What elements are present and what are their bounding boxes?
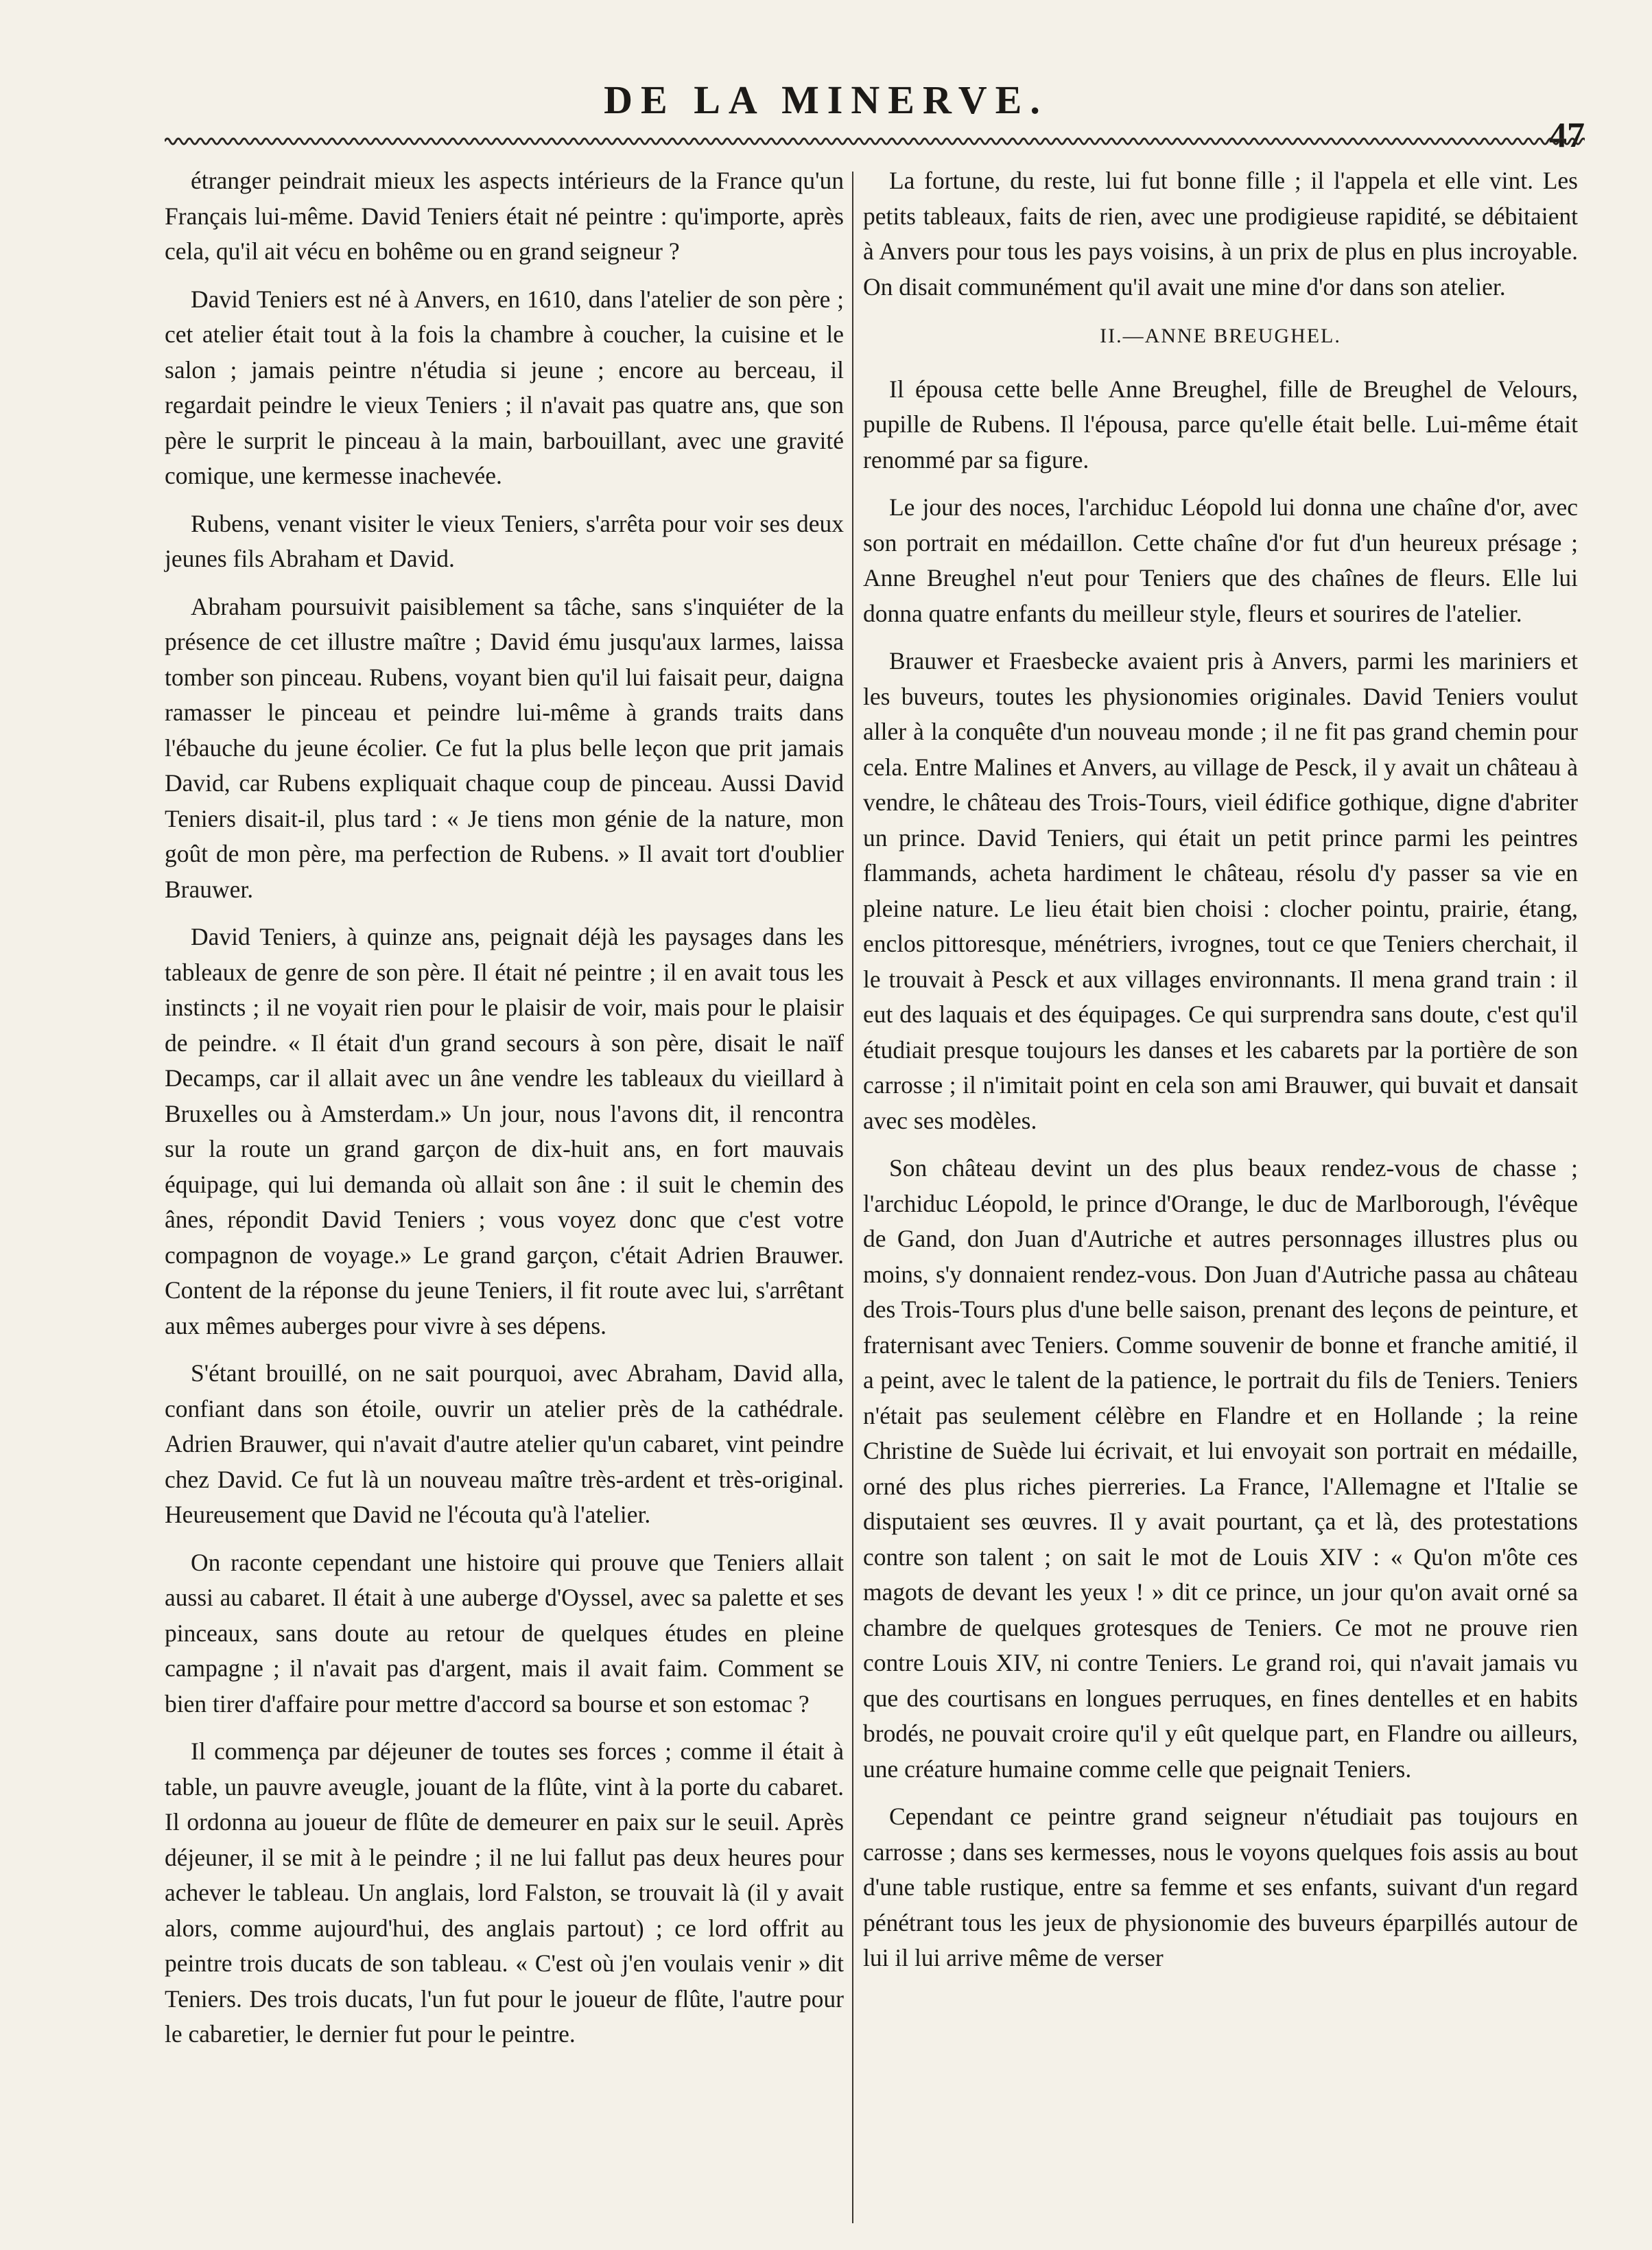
paragraph: S'étant brouillé, on ne sait pourquoi, avec Abraham, David alla, confiant dans son étoile, ouvrir un atelier près de la cathédrale. Adrien Brauwer, qui n'avait d'autre atelier qu'un cabaret, vint peindre chez David. Ce fut là un nouveau maître très-ardent et très-original. Heureusement que David ne l'écouta qu'à l'atelier.	[165, 1359, 844, 1528]
paragraph: Le jour des noces, l'archiduc Léopold lui donna une chaîne d'or, avec son portrait en médaillon. Cette chaîne d'or fut d'un heureux présage ; Anne Breughel n'eut pour Teniers que des chaînes de fleurs. Elle lui donna quatre enfants du meilleur style, fleurs et sourires de l'atelier.	[863, 493, 1578, 627]
paragraph: étranger peindrait mieux les aspects intérieurs de la France qu'un Français lui-même. David Teniers était né peintre : qu'importe, après cela, qu'il ait vécu en bohême ou en grand seigneur ?	[165, 167, 844, 265]
page-header	[0, 0, 1652, 158]
paragraph: Brauwer et Fraesbecke avaient pris à Anvers, parmi les mariniers et les buveurs, toutes les physionomies originales. David Teniers voulut aller à la conquête d'un nouveau monde ; il ne fit pas grand chemin pour cela. Entre Malines et Anvers, au village de Pesck, il y avait un château à vendre, le château des Trois-Tours, vieil édifice gothique, digne d'abriter un prince. David Teniers, qui était un petit prince parmi les peintres flammands, acheta hardiment le château, résolu d'y passer sa vie en pleine nature. Le lieu était bien choisi : clocher pointu, prairie, étang, enclos pittoresque, ménétriers, ivrognes, tout ce que Teniers cherchait, il le trouvait à Pesck et aux villages environnants. Il mena grand train : il eut des laquais et des équipages. Ce qui surprendra sans doute, c'est qu'il étudiait presque toujours les danses et les cabarets par la portière de son carrosse ; il n'imitait point en cela son ami Brauwer, qui buvait et dansait avec ses modèles.	[863, 647, 1578, 1134]
paragraph: Il épousa cette belle Anne Breughel, fille de Breughel de Velours, pupille de Rubens. Il l'épousa, parce qu'elle était belle. Lui-même était renommé par sa figure.	[863, 375, 1578, 473]
paragraph: Rubens, venant visiter le vieux Teniers, s'arrêta pour voir ses deux jeunes fils Abraham et David.	[165, 509, 844, 572]
paragraph: La fortune, du reste, lui fut bonne fille ; il l'appela et elle vint. Les petits tableaux, faits de rien, avec une prodigieuse rapidité, se débitaient à Anvers pour tous les pays voisins, à un prix de plus en plus incroyable. On disait communément qu'il avait une mine d'or dans son atelier.	[863, 167, 1578, 301]
column-divider	[852, 172, 853, 2223]
running-title: DE LA MINERVE.	[604, 78, 1048, 122]
paragraph: Abraham poursuivit paisiblement sa tâche, sans s'inquiéter de la présence de cet illustre maître ; David ému jusqu'aux larmes, laissa tomber son pinceau. Rubens, voyant bien qu'il lui faisait peur, daigna ramasser le pinceau et peindre lui-même à grands traits dans l'ébauche du jeune écolier. Ce fut la plus belle leçon que prit jamais David, car Rubens expliquait chaque coup de pinceau. Aussi David Teniers disait-il, plus tard : « Je tiens mon génie de la nature, mon goût de mon père, ma perfection de Rubens. » Il avait tort d'oublier Brauwer.	[165, 592, 844, 903]
paragraph: David Teniers, à quinze ans, peignait déjà les paysages dans les tableaux de genre de son père. Il était né peintre ; il en avait tous les instincts ; il ne voyait rien pour le plaisir de voir, mais pour le plaisir de peindre. « Il était d'un grand secours à son père, disait le naïf Decamps, car il allait avec un âne vendre les tableaux du vieillard à Bruxelles ou à Amsterdam.» Un jour, nous l'avons dit, il rencontra sur la route un grand garçon de dix-huit ans, en fort mauvais équipage, qui lui demanda où allait son âne : il suit le chemin des ânes, répondit David Teniers ; vous voyez donc que c'est votre compagnon de voyage.» Le grand garçon, c'était Adrien Brauwer. Content de la réponse du jeune Teniers, il fit route avec lui, s'arrêtant aux mêmes auberges pour vivre à ses dépens.	[165, 923, 844, 1339]
right-column	[863, 163, 1578, 1989]
header-ornamental-rule	[165, 134, 1585, 148]
left-column	[165, 163, 844, 2065]
paragraph: Il commença par déjeuner de toutes ses forces ; comme il était à table, un pauvre aveugle, jouant de la flûte, vint à la porte du cabaret. Il ordonna au joueur de flûte de demeurer en paix sur le seuil. Après déjeuner, il se mit à le peindre ; il ne lui fallut pas deux heures pour achever le tableau. Un anglais, lord Falston, se trouvait là (il y avait alors, comme aujourd'hui, des anglais partout) ; ce lord offrit au peintre trois ducats de son tableau. « C'est où j'en voulais venir » dit Teniers. Des trois ducats, l'un fut pour le joueur de flûte, l'autre pour le cabaretier, le dernier fut pour le peintre.	[165, 1737, 844, 2048]
paragraph: Son château devint un des plus beaux rendez-vous de chasse ; l'archiduc Léopold, le prince d'Orange, le duc de Marlborough, l'évêque de Gand, don Juan d'Autriche et autres personnages illustres plus ou moins, s'y donnaient rendez-vous. Don Juan d'Autriche passa au château des Trois-Tours plus d'une belle saison, prenant des leçons de peinture, et fraternisant avec Teniers. Comme souvenir de bonne et franche amitié, il a peint, avec le talent de la patience, le portrait du fils de Teniers. Teniers n'était pas seulement célèbre en Flandre et en Hollande ; la reine Christine de Suède lui écrivait, et lui envoyait son portrait en médaille, orné des plus riches pierreries. La France, l'Allemagne et l'Italie se disputaient ses œuvres. Il y avait pourtant, ça et là, des protestations contre son talent ; on sait le mot de Louis XIV : « Qu'on m'ôte ces magots de devant les yeux ! » dit ce prince, un jour qu'on avait orné sa chambre de quelques grotesques de Teniers. Ce mot ne prouve rien contre Louis XIV, ni contre Teniers. Le grand roi, qui n'avait jamais vu que des courtisans en longues perruques, en fines dentelles et en habits brodés, ne pouvait croire qu'il y eût quelque part, en Flandre ou ailleurs, une créature humaine comme celle que peignait Teniers.	[863, 1154, 1578, 1783]
paragraph: David Teniers est né à Anvers, en 1610, dans l'atelier de son père ; cet atelier était tout à la fois la chambre à coucher, la cuisine et le salon ; jamais peintre n'étudia si jeune ; encore au berceau, il regardait peindre le vieux Teniers ; il n'avait pas quatre ans, que son père le surprit le pinceau à la main, barbouillant, avec une gravité comique, une kermesse inachevée.	[165, 285, 844, 489]
section-heading: II.—ANNE BREUGHEL.	[1100, 325, 1341, 347]
paragraph: On raconte cependant une histoire qui prouve que Teniers allait aussi au cabaret. Il était à une auberge d'Oyssel, avec sa palette et ses pinceaux, sans doute au retour de quelques études en pleine campagne ; il n'avait pas d'argent, mais il avait faim. Comment se bien tirer d'affaire pour mettre d'accord sa bourse et son estomac ?	[165, 1548, 844, 1718]
page-number: 47	[1549, 116, 1585, 155]
paragraph: Cependant ce peintre grand seigneur n'étudiait pas toujours en carrosse ; dans ses kermesses, nous le voyons quelques fois assis au bout d'une table rustique, entre sa femme et ses enfants, suivant d'un regard pénétrant tous les jeux de physionomie des buveurs éparpillés autour de lui il lui arrive même de verser	[863, 1803, 1578, 1971]
